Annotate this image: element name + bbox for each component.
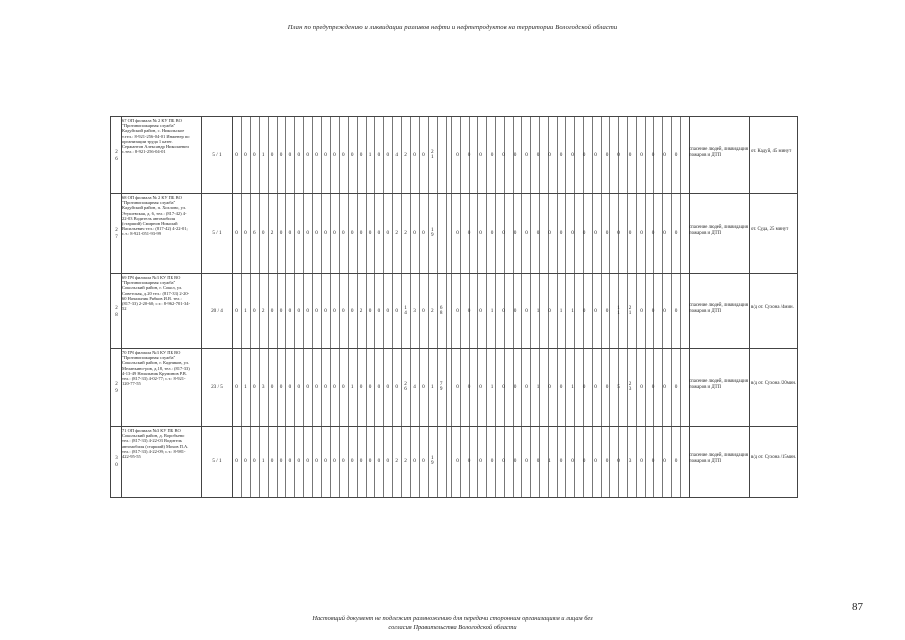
equipment-count: 0 xyxy=(306,384,309,390)
equipment-count: 0 xyxy=(422,152,425,158)
means-count: 1 xyxy=(548,458,551,464)
equipment-count: 0 xyxy=(342,384,345,390)
equipment-count: 1 xyxy=(244,384,247,390)
means-count: 0 xyxy=(513,230,517,236)
means-count: 0 xyxy=(536,152,540,158)
distance-text: от. Суда, 25 минут xyxy=(751,227,789,232)
equipment-count: 1 xyxy=(244,308,247,314)
equipment-count: 0 xyxy=(386,230,390,236)
means-count: 0 xyxy=(605,230,609,236)
means-count: 0 xyxy=(594,458,597,464)
means-count: 2 1 xyxy=(628,305,632,316)
table-row xyxy=(111,194,797,274)
means-count: 0 xyxy=(479,384,482,390)
equipment-count: 0 xyxy=(413,152,416,158)
equipment-count: 0 xyxy=(342,458,345,464)
means-count: 0 xyxy=(479,230,482,236)
means-count: 0 xyxy=(525,308,528,314)
means-count: 0 xyxy=(628,230,632,236)
equipment-count: 6 xyxy=(253,230,256,236)
equipment-count: 0 xyxy=(359,152,363,158)
means-count: 0 xyxy=(502,384,505,390)
equipment-count: 0 xyxy=(368,384,372,390)
means-count: 1 xyxy=(536,308,540,314)
equipment-count: 0 xyxy=(413,230,416,236)
means-count: 1 xyxy=(490,384,494,390)
equipment-count: 0 xyxy=(333,308,336,314)
actions-text: спасение людей, ликвидация пожаров и ДТП xyxy=(689,303,748,314)
equipment-count: 0 xyxy=(297,308,301,314)
means-count: 0 xyxy=(479,458,482,464)
means-count: 0 xyxy=(479,308,482,314)
equipment-count: 0 xyxy=(324,152,327,158)
equipment-count: 0 xyxy=(288,230,292,236)
equipment-count: 0 xyxy=(270,458,274,464)
equipment-count: 0 xyxy=(279,384,283,390)
equipment-count: 0 xyxy=(377,308,381,314)
equipment-count: 0 xyxy=(235,152,238,158)
means-count: 0 xyxy=(525,152,528,158)
equipment-count: 0 xyxy=(422,308,425,314)
unit-description: 69 ПЧ филиала №3 КУ ПБ ВО "Противопожарная служба" Сокольский район, г. Сокол, ул. Советская, д.20 тел.: (817-33) 2-20-60 Начальник Рябков И.В. тел.: (817-33) 2-20-60; с.т.: 8-962-701-34-52 xyxy=(122,275,190,312)
equipment-count: 0 xyxy=(333,230,336,236)
equipment-count: 0 xyxy=(342,308,345,314)
equipment-count: 0 xyxy=(377,458,381,464)
equipment-count: 1 4 xyxy=(404,305,407,316)
distance-text: в/д от. Сухона /20мин. xyxy=(751,381,797,386)
means-count: 0 xyxy=(651,152,655,158)
row-number: 2 9 xyxy=(115,382,118,394)
means-count: 0 xyxy=(594,152,597,158)
equipment-count: 0 xyxy=(350,230,354,236)
equipment-count: 0 xyxy=(315,230,318,236)
equipment-count: 0 xyxy=(315,458,318,464)
means-count: 0 xyxy=(640,384,643,390)
actions-text: спасение людей, ликвидация пожаров и ДТП xyxy=(689,225,748,236)
equipment-count: 0 xyxy=(288,308,292,314)
means-count: 0 xyxy=(594,308,597,314)
equipment-count: 1 9 xyxy=(431,455,434,466)
equipment-count: 0 xyxy=(342,152,345,158)
equipment-count: 0 xyxy=(279,458,283,464)
equipment-count: 0 xyxy=(253,308,256,314)
row-number: 2 6 xyxy=(115,150,118,162)
means-count: 0 xyxy=(467,458,471,464)
equipment-count: 0 xyxy=(324,308,327,314)
page-footer xyxy=(0,614,905,632)
means-count: 0 xyxy=(674,384,678,390)
means-count: 0 xyxy=(605,384,609,390)
row-number: 3 0 xyxy=(115,456,118,468)
means-count: 0 xyxy=(502,230,505,236)
equipment-count: 2 xyxy=(395,458,398,464)
equipment-count: 0 xyxy=(350,308,354,314)
means-count: 1 xyxy=(490,308,494,314)
equipment-count: 0 xyxy=(359,458,363,464)
means-count: 0 xyxy=(548,152,551,158)
equipment-count: 1 xyxy=(431,384,434,390)
means-count: 0 xyxy=(502,458,505,464)
equipment-count: 0 xyxy=(377,384,381,390)
means-count: 0 xyxy=(456,230,459,236)
means-count: 0 xyxy=(467,308,471,314)
means-count: 0 xyxy=(513,384,517,390)
equipment-count: 0 xyxy=(333,152,336,158)
means-count: 0 xyxy=(559,152,563,158)
means-count: 0 xyxy=(525,384,528,390)
equipment-count: 0 xyxy=(377,230,381,236)
footer-line-1: Настоящий документ не подлежит размножению для передачи сторонним организациям и лицам без xyxy=(312,615,593,622)
equipment-count: 0 xyxy=(333,384,336,390)
equipment-count: 0 xyxy=(297,230,301,236)
equipment-count: 0 xyxy=(279,308,283,314)
equipment-count: 0 xyxy=(235,230,238,236)
means-count: 0 xyxy=(548,384,551,390)
equipment-count: 0 xyxy=(395,308,398,314)
equipment-count: 0 xyxy=(368,308,372,314)
means-count: 1 1 xyxy=(617,305,620,316)
means-count: 0 xyxy=(674,458,678,464)
equipment-count: 0 xyxy=(315,152,318,158)
equipment-count: 0 xyxy=(422,458,425,464)
equipment-count: 0 xyxy=(279,230,283,236)
equipment-count: 0 xyxy=(270,152,274,158)
means-count: 0 xyxy=(628,152,632,158)
equipment-count: 0 xyxy=(235,384,238,390)
means-count: 0 xyxy=(548,308,551,314)
personnel-count: 20 / 4 xyxy=(211,308,223,314)
equipment-count: 0 xyxy=(244,230,247,236)
equipment-count: 0 xyxy=(315,384,318,390)
means-count: 0 xyxy=(663,384,666,390)
equipment-count: 0 xyxy=(235,308,238,314)
personnel-count: 23 / 5 xyxy=(211,384,223,390)
means-count: 0 xyxy=(525,230,528,236)
equipment-count: 0 xyxy=(253,458,256,464)
unit-description: 68 ОП филиала № 2 КУ ПБ ВО "Противопожарная служба" Кадуйский район, п. Хохлово, ул. Этушевская, д. 6, тел.: (817-42) 4-22-03 Водитель автомобиля (старший) Смирнов Николай Васильевич тел.: (817-42) 4-22-01; с.т.: 8-921-051-93-99 xyxy=(122,195,188,237)
equipment-count: 0 xyxy=(306,308,309,314)
equipment-count: 0 xyxy=(253,384,256,390)
personnel-count: 5 / 1 xyxy=(212,152,222,158)
equipment-count: 0 xyxy=(306,230,309,236)
distance-text: от. Кадуй, 45 минут xyxy=(751,149,792,154)
means-count: 0 xyxy=(490,152,494,158)
equipment-count: 2 xyxy=(270,230,274,236)
equipment-count: 0 xyxy=(395,384,398,390)
personnel-count: 5 / 1 xyxy=(212,458,222,464)
equipment-count: 6 8 xyxy=(439,305,443,316)
equipment-count: 3 xyxy=(413,308,416,314)
equipment-count: 2 xyxy=(395,230,398,236)
means-count: 0 xyxy=(525,458,528,464)
row-number: 2 7 xyxy=(115,228,118,240)
means-count: 0 xyxy=(490,458,494,464)
means-count: 0 xyxy=(663,230,666,236)
row-number: 2 8 xyxy=(115,306,118,318)
equipment-count: 2 xyxy=(261,308,265,314)
means-count: 0 xyxy=(502,152,505,158)
means-count: 0 xyxy=(605,458,609,464)
means-count: 0 xyxy=(640,152,643,158)
means-count: 0 xyxy=(479,152,482,158)
equipment-count: 0 xyxy=(333,458,336,464)
equipment-count: 0 xyxy=(359,230,363,236)
means-count: 3 xyxy=(628,458,632,464)
equipment-count: 0 xyxy=(261,230,265,236)
equipment-count: 0 xyxy=(270,308,274,314)
means-count: 0 xyxy=(651,384,655,390)
means-count: 0 xyxy=(548,230,551,236)
means-count: 0 xyxy=(467,230,471,236)
actions-text: спасение людей, ликвидация пожаров и ДТП xyxy=(689,379,748,390)
equipment-count: 0 xyxy=(306,458,309,464)
equipment-count: 4 xyxy=(413,384,416,390)
equipment-count: 0 xyxy=(253,152,256,158)
equipment-count: 2 6 xyxy=(404,381,407,392)
means-count: 0 xyxy=(571,458,574,464)
equipment-count: 0 xyxy=(235,458,238,464)
table-row xyxy=(111,274,797,349)
equipment-count: 0 xyxy=(288,384,292,390)
equipment-count: 2 xyxy=(359,308,363,314)
equipment-count: 0 xyxy=(368,458,372,464)
equipment-count: 0 xyxy=(244,152,247,158)
equipment-count: 0 xyxy=(368,230,372,236)
equipment-count: 0 xyxy=(377,152,381,158)
means-count: 5 xyxy=(617,384,620,390)
equipment-count: 0 xyxy=(279,152,283,158)
means-count: 0 xyxy=(663,152,666,158)
means-count: 1 xyxy=(559,308,563,314)
means-count: 0 xyxy=(640,458,643,464)
means-count: 1 xyxy=(536,384,540,390)
equipment-count: 1 xyxy=(368,152,372,158)
equipment-count: 3 xyxy=(261,384,265,390)
means-count: 0 xyxy=(582,308,586,314)
distance-text: в/д от. Сухона /15мин. xyxy=(751,455,797,460)
means-count: 0 xyxy=(674,152,678,158)
equipment-count: 1 xyxy=(261,458,265,464)
equipment-count: 0 xyxy=(350,458,354,464)
equipment-count: 0 xyxy=(297,152,301,158)
means-count: 0 xyxy=(594,384,597,390)
page-header: План по предупреждению и ликвидации разливов нефти и нефтепродуктов на территории Вологодской области xyxy=(287,24,618,31)
means-count: 0 xyxy=(663,458,666,464)
equipment-count: 0 xyxy=(386,308,390,314)
means-count: 0 xyxy=(651,308,655,314)
means-count: 0 xyxy=(674,230,678,236)
unit-description: 67 ОП филиала № 2 КУ ПБ ВО "Противопожарная служба" Кадуйский район, с. Никольское т.тел.: 8-921-256-04-01 Инженер по организации труда 1 катег. Сержантов Александр Николаевич с.тел.: 8-921-256-04-01 xyxy=(122,118,190,155)
resource-table xyxy=(110,116,798,498)
means-count: 0 xyxy=(571,152,574,158)
means-count: 0 xyxy=(513,458,517,464)
equipment-count: 1 xyxy=(261,152,265,158)
means-count: 0 xyxy=(582,384,586,390)
means-count: 0 xyxy=(582,152,586,158)
equipment-count: 2 xyxy=(404,458,407,464)
footer-line-2: согласия Правительства Вологодской области xyxy=(388,624,517,631)
means-count: 1 xyxy=(571,308,574,314)
page-number: 87 xyxy=(852,601,863,613)
means-count: 0 xyxy=(490,230,494,236)
equipment-count: 4 xyxy=(395,152,398,158)
equipment-count: 0 xyxy=(324,230,327,236)
equipment-count: 0 xyxy=(324,458,327,464)
equipment-count: 0 xyxy=(386,384,390,390)
means-count: 0 xyxy=(536,458,540,464)
equipment-count: 0 xyxy=(413,458,416,464)
means-count: 0 xyxy=(456,308,459,314)
equipment-count: 1 9 xyxy=(431,227,434,238)
equipment-count: 0 xyxy=(297,384,301,390)
unit-description: 70 ПЧ филиала №3 КУ ПБ ВО "Противопожарная служба" Сокольский район, г. Кадников, ул. Меланьино-ров, д.18, тел.: (817-33) 4-13-49 Начальник Круминов Р.В. тел.: (817-33) 4-02-77; с.т.: 8-921-120-77-55 xyxy=(122,350,190,387)
means-count: 0 xyxy=(605,308,609,314)
means-count: 0 xyxy=(674,308,678,314)
equipment-count: 0 xyxy=(324,384,327,390)
means-count: 0 xyxy=(617,458,620,464)
means-count: 0 xyxy=(582,458,586,464)
means-count: 0 xyxy=(651,458,655,464)
equipment-count: 2 1 xyxy=(431,149,434,160)
equipment-count: 0 xyxy=(270,384,274,390)
means-count: 0 xyxy=(456,152,459,158)
equipment-count: 2 xyxy=(404,152,407,158)
means-count: 0 xyxy=(456,458,459,464)
equipment-count: 0 xyxy=(422,384,425,390)
means-count: 0 xyxy=(663,308,666,314)
means-count: 0 xyxy=(640,230,643,236)
unit-description: 71 ОП филиала №3 КУ ПБ ВО Сокольский район, д. Воробьево тел.: (817-33) 4-22-03 Водитель автомобиля (старший) Мохов П.А. тел.: (817-33) 4-22-09; с.т.: 8-981-422-95-55 xyxy=(122,428,189,460)
personnel-count: 5 / 1 xyxy=(212,230,222,236)
means-count: 0 xyxy=(536,230,540,236)
means-count: 0 xyxy=(502,308,505,314)
equipment-count: 0 xyxy=(422,230,425,236)
means-count: 2 3 xyxy=(628,381,632,392)
means-count: 0 xyxy=(617,230,620,236)
means-count: 0 xyxy=(582,230,586,236)
means-count: 1 xyxy=(571,384,574,390)
table-row xyxy=(111,427,797,497)
equipment-count: 0 xyxy=(315,308,318,314)
equipment-count: 0 xyxy=(297,458,301,464)
means-count: 0 xyxy=(559,230,563,236)
equipment-count: 0 xyxy=(386,458,390,464)
equipment-count: 7 9 xyxy=(439,381,443,392)
distance-text: в/д от. Сухона /4мин. xyxy=(751,305,794,310)
equipment-count: 2 xyxy=(404,230,407,236)
means-count: 0 xyxy=(571,230,574,236)
means-count: 0 xyxy=(617,152,620,158)
means-count: 0 xyxy=(559,384,563,390)
means-count: 0 xyxy=(467,152,471,158)
means-count: 0 xyxy=(467,384,471,390)
means-count: 0 xyxy=(456,384,459,390)
equipment-count: 1 xyxy=(350,384,354,390)
actions-text: спасение людей, ликвидация пожаров и ДТП xyxy=(689,453,748,464)
equipment-count: 0 xyxy=(306,152,309,158)
means-count: 0 xyxy=(513,308,517,314)
equipment-count: 0 xyxy=(288,458,292,464)
means-count: 0 xyxy=(559,458,563,464)
equipment-count: 0 xyxy=(244,458,247,464)
equipment-count: 2 xyxy=(431,308,434,314)
means-count: 0 xyxy=(513,152,517,158)
actions-text: спасение людей, ликвидация пожаров и ДТП xyxy=(689,147,748,158)
table-row xyxy=(111,349,797,427)
table-row xyxy=(111,117,797,194)
means-count: 0 xyxy=(594,230,597,236)
equipment-count: 0 xyxy=(350,152,354,158)
equipment-count: 0 xyxy=(386,152,390,158)
means-count: 0 xyxy=(605,152,609,158)
means-count: 0 xyxy=(651,230,655,236)
means-count: 0 xyxy=(640,308,643,314)
equipment-count: 0 xyxy=(359,384,363,390)
equipment-count: 0 xyxy=(342,230,345,236)
equipment-count: 0 xyxy=(288,152,292,158)
